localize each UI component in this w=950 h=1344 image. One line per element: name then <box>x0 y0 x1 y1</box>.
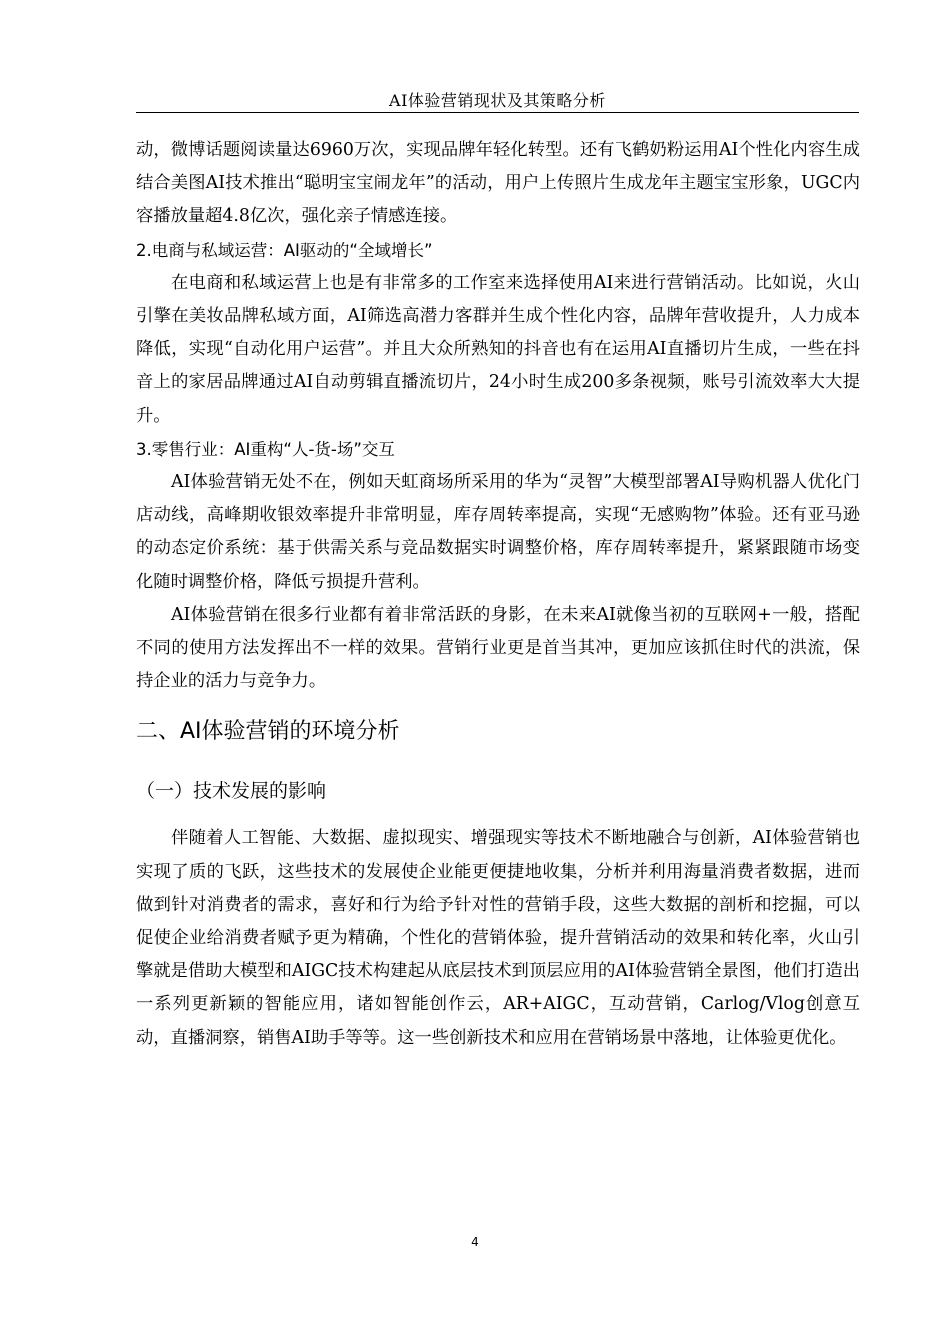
paragraph-retail-1: AI体验营销无处不在，例如天虹商场所采用的华为“灵智”大模型部署AI导购机器人优化门店动线，高峰期收银效率提升非常明显，库存周转率提高，实现“无感购物”体验。还有亚马逊的动态定价系统：基于供需关系与竞品数据实时调整价格，库存周转率提升，紧紧跟随市场变化随时调整价格，降低亏损提升营利。 <box>136 472 860 592</box>
section-heading: 二、AI体验营销的环境分析 <box>136 719 400 745</box>
paragraph-continued: 动，微博话题阅读量达6960万次，实现品牌年轻化转型。还有飞鹤奶粉运用AI个性化内容生成结合美图AI技术推出“聪明宝宝闹龙年”的活动，用户上传照片生成龙年主题宝宝形象，UGC内容播放量超4.8亿次，强化亲子情感连接。 <box>136 140 860 227</box>
paragraph-ecommerce: 在电商和私域运营上也是有非常多的工作室来选择使用AI来进行营销活动。比如说，火山引擎在美妆品牌私域方面，AI筛选高潜力客群并生成个性化内容，品牌年营收提升，人力成本降低，实现“自动化用户运营”。并且大众所熟知的抖音也有在运用AI直播切片生成，一些在抖音上的家居品牌通过AI自动剪辑直播流切片，24小时生成200多条视频，账号引流效率大大提升。 <box>136 272 860 426</box>
subheading-ecommerce: 2.电商与私域运营：AI驱动的“全域增长” <box>136 240 433 260</box>
paragraph-retail-2: AI体验营销在很多行业都有着非常活跃的身影，在未来AI就像当初的互联网+一般，搭配不同的使用方法发挥出不一样的效果。营销行业更是首当其冲，更加应该抓住时代的洪流，保持企业的活力与竞争力。 <box>136 604 860 692</box>
paragraph-technology: 伴随着人工智能、大数据、虚拟现实、增强现实等技术不断地融合与创新，AI体验营销也实现了质的飞跃，这些技术的发展使企业能更便捷地收集，分析并利用海量消费者数据，进而做到针对消费者的需求，喜好和行为给予针对性的营销手段，这些大数据的剖析和挖掘，可以促使企业给消费者赋予更为精确，个性化的营销体验，提升营销活动的效果和转化率，火山引擎就是借助大模型和AIGC技术构建起从底层技术到顶层应用的AI体验营销全景图，他们打造出一系列更新颖的智能应用，诸如智能创作云，AR+AIGC，互动营销，Carlog/Vlog创意互动，直播洞察，销售AI助手等等。这一些创新技术和应用在营销场景中落地，让体验更优化。 <box>136 828 860 1048</box>
running-header: AI体验营销现状及其策略分析 <box>389 91 606 110</box>
subsection-heading: （一）技术发展的影响 <box>136 780 327 803</box>
header-rule <box>136 112 859 113</box>
page-content <box>136 134 860 1055</box>
page-number: 4 <box>471 1235 479 1249</box>
subheading-retail: 3.零售行业：AI重构“人-货-场”交互 <box>136 439 395 459</box>
